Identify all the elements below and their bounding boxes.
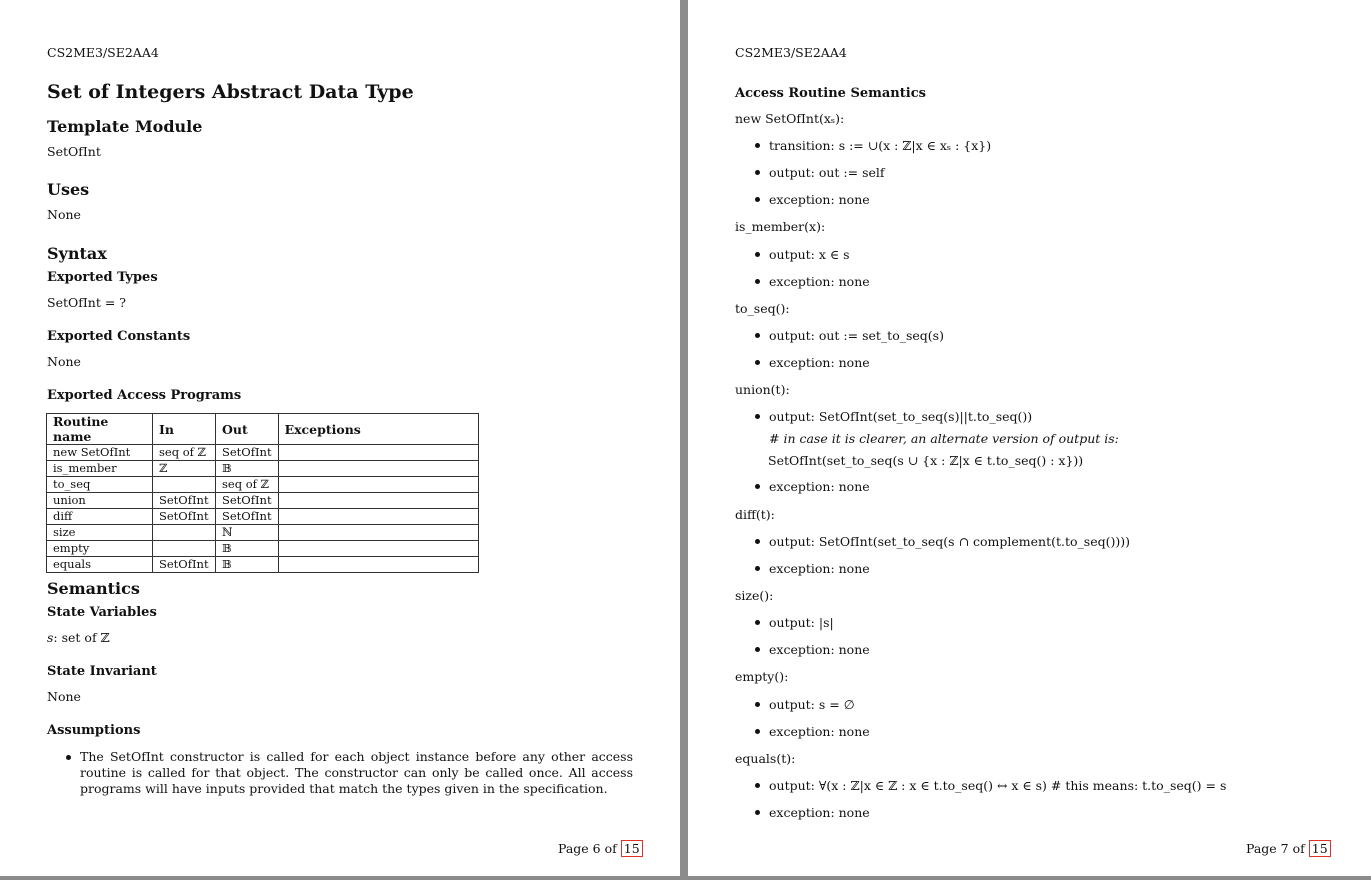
routine-empty-exception	[755, 724, 870, 739]
routine-union-alternate: SetOfInt(set_to_seq(s ∪ {x : ℤ|x ∈ t.to_seq() : x}))	[768, 453, 1084, 468]
cell: 𝔹	[216, 541, 279, 557]
routine-is-member-exception	[755, 274, 870, 289]
uses-value: None	[47, 207, 81, 222]
bullet-icon	[755, 170, 760, 175]
routine-new-transition	[755, 138, 991, 153]
state-variables-heading: State Variables	[47, 605, 157, 620]
cell: size	[47, 525, 153, 541]
routine-diff-signature: diff(t):	[735, 507, 775, 522]
template-module-value: SetOfInt	[47, 144, 101, 159]
page-header: CS2ME3/SE2AA4	[47, 45, 159, 60]
exported-types-value: SetOfInt = ?	[47, 295, 126, 310]
cell: is_member	[47, 461, 153, 477]
text: exception: none	[769, 192, 870, 207]
assumption-text: The SetOfInt constructor is called for each object instance before any other access routine is called for that object. The constructor can only be called once. All access programs will have inputs provided that match the types given in the specification.	[80, 749, 633, 796]
assumptions-heading: Assumptions	[47, 723, 141, 738]
routine-size-signature: size():	[735, 588, 774, 603]
routine-new-signature: new SetOfInt(xₛ):	[735, 111, 845, 126]
document-title: Set of Integers Abstract Data Type	[47, 81, 414, 103]
cell	[153, 477, 216, 493]
text: exception: none	[769, 642, 870, 657]
exported-access-heading: Exported Access Programs	[47, 388, 242, 403]
col-out: Out	[216, 414, 279, 445]
col-routine-name: Routine name	[47, 414, 153, 445]
cell	[278, 493, 478, 509]
routine-union-signature: union(t):	[735, 382, 790, 397]
table-row	[47, 493, 479, 509]
cell	[278, 509, 478, 525]
bullet-icon	[755, 279, 760, 284]
text: output: out := set_to_seq(s)	[769, 328, 944, 343]
routine-union-comment: # in case it is clearer, an alternate version of output is:	[769, 431, 1119, 446]
routine-diff-exception	[755, 561, 870, 576]
text: output: s = ∅	[769, 697, 855, 712]
routine-union-exception	[755, 479, 870, 494]
routine-size-exception	[755, 642, 870, 657]
cell: 𝔹	[216, 461, 279, 477]
routine-is-member-output	[755, 247, 850, 262]
page-number	[1246, 841, 1331, 856]
bullet-icon	[755, 414, 760, 419]
document-page-6	[0, 0, 680, 876]
cell	[153, 525, 216, 541]
table-row	[47, 525, 479, 541]
bullet-icon	[755, 647, 760, 652]
text: output: SetOfInt(set_to_seq(s)||t.to_seq())	[769, 409, 1033, 424]
access-routine-semantics-heading: Access Routine Semantics	[735, 86, 926, 101]
state-var-type: : set of ℤ	[53, 630, 110, 645]
bullet-icon	[755, 252, 760, 257]
routine-to-seq-output	[755, 328, 944, 343]
bullet-icon	[755, 360, 760, 365]
bullet-icon	[755, 702, 760, 707]
cell: seq of ℤ	[153, 445, 216, 461]
table-header-row	[47, 414, 479, 445]
cell: union	[47, 493, 153, 509]
page-header: CS2ME3/SE2AA4	[735, 45, 847, 60]
page-label: Page 6 of	[558, 841, 617, 856]
text: output: ∀(x : ℤ|x ∈ ℤ : x ∈ t.to_seq() ↔ x ∈ s) # this means: t.to_seq() = s	[769, 778, 1227, 793]
table-row	[47, 461, 479, 477]
state-var-name: s	[47, 630, 54, 645]
col-exceptions: Exceptions	[278, 414, 478, 445]
cell: SetOfInt	[153, 509, 216, 525]
syntax-heading: Syntax	[47, 244, 107, 263]
cell: ℤ	[153, 461, 216, 477]
col-in: In	[153, 414, 216, 445]
cell	[278, 525, 478, 541]
cell: to_seq	[47, 477, 153, 493]
text: exception: none	[769, 479, 870, 494]
routine-empty-output	[755, 697, 855, 712]
semantics-heading: Semantics	[47, 579, 140, 598]
cell: seq of ℤ	[216, 477, 279, 493]
routine-to-seq-exception	[755, 355, 870, 370]
text: exception: none	[769, 561, 870, 576]
cell	[278, 477, 478, 493]
text: exception: none	[769, 724, 870, 739]
bullet-icon	[755, 197, 760, 202]
table-row	[47, 557, 479, 573]
bullet-icon	[66, 755, 71, 760]
bullet-icon	[755, 143, 760, 148]
cell	[278, 541, 478, 557]
document-page-7	[688, 0, 1371, 876]
bullet-icon	[755, 729, 760, 734]
page-number	[558, 841, 643, 856]
bullet-icon	[755, 333, 760, 338]
cell: SetOfInt	[216, 509, 279, 525]
bullet-icon	[755, 566, 760, 571]
text: exception: none	[769, 355, 870, 370]
routine-equals-exception	[755, 805, 870, 820]
routine-is-member-signature: is_member(x):	[735, 219, 826, 234]
exported-types-heading: Exported Types	[47, 270, 158, 285]
bullet-icon	[755, 620, 760, 625]
text: transition: s := ∪(x : ℤ|x ∈ xₛ : {x})	[769, 138, 992, 153]
text: output: |s|	[769, 615, 834, 630]
routine-new-output	[755, 165, 885, 180]
cell: SetOfInt	[216, 445, 279, 461]
cell: 𝔹	[216, 557, 279, 573]
text: exception: none	[769, 274, 870, 289]
uses-heading: Uses	[47, 180, 90, 199]
table-row	[47, 445, 479, 461]
text: output: x ∈ s	[769, 247, 850, 262]
bullet-icon	[755, 783, 760, 788]
routine-equals-signature: equals(t):	[735, 751, 796, 766]
routine-equals-output	[755, 778, 1226, 793]
access-programs-table	[46, 413, 479, 573]
bullet-icon	[755, 810, 760, 815]
routine-new-exception	[755, 192, 870, 207]
table-row	[47, 477, 479, 493]
cell: empty	[47, 541, 153, 557]
exported-constants-heading: Exported Constants	[47, 329, 191, 344]
text: output: out := self	[769, 165, 885, 180]
page-label: Page 7 of	[1246, 841, 1305, 856]
cell	[278, 557, 478, 573]
exported-constants-value: None	[47, 354, 81, 369]
cell	[278, 461, 478, 477]
cell: equals	[47, 557, 153, 573]
page-total-link[interactable]: 15	[621, 840, 643, 857]
state-variables-value	[47, 630, 110, 645]
routine-diff-output	[755, 534, 1130, 549]
cell: SetOfInt	[153, 557, 216, 573]
text: output: SetOfInt(set_to_seq(s ∩ complement(t.to_seq())))	[769, 534, 1130, 549]
cell	[153, 541, 216, 557]
routine-union-output	[755, 409, 1032, 424]
template-module-heading: Template Module	[47, 117, 203, 136]
page-total-link[interactable]: 15	[1309, 840, 1331, 857]
cell: SetOfInt	[216, 493, 279, 509]
table-row	[47, 541, 479, 557]
cell	[278, 445, 478, 461]
table-row	[47, 509, 479, 525]
bullet-icon	[755, 539, 760, 544]
state-invariant-value: None	[47, 689, 81, 704]
bullet-icon	[755, 484, 760, 489]
state-invariant-heading: State Invariant	[47, 664, 157, 679]
routine-empty-signature: empty():	[735, 669, 789, 684]
text: exception: none	[769, 805, 870, 820]
cell: ℕ	[216, 525, 279, 541]
cell: new SetOfInt	[47, 445, 153, 461]
routine-size-output	[755, 615, 834, 630]
routine-to-seq-signature: to_seq():	[735, 301, 790, 316]
cell: SetOfInt	[153, 493, 216, 509]
cell: diff	[47, 509, 153, 525]
